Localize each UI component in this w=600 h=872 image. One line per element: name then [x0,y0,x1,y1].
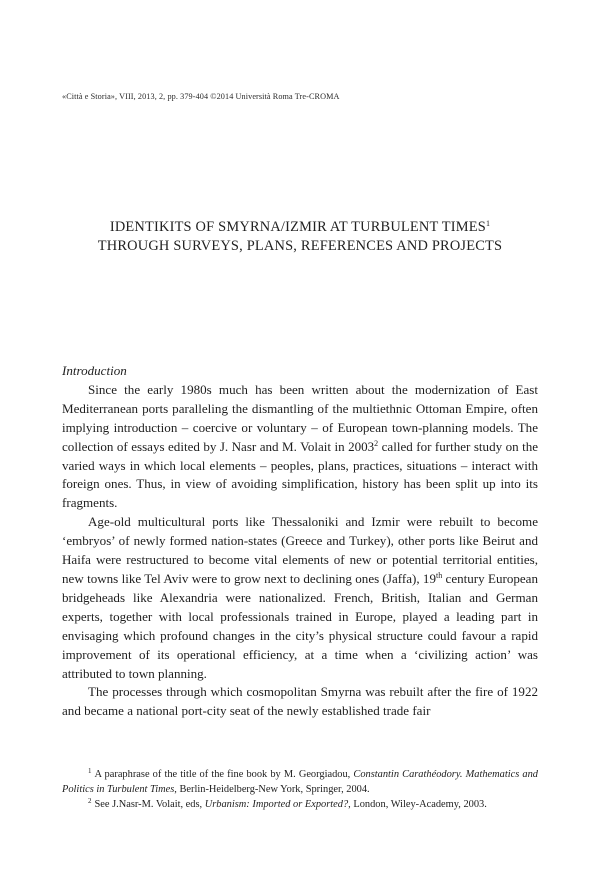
footnote-2-text-b: , London, Wiley-Academy, 2003. [348,799,487,811]
footnote-2-mark: 2 [88,797,92,806]
ordinal-superscript: th [435,570,443,580]
paragraph-3: The processes through which cosmopolitan Smyrna was rebuilt after the fire of 1922 and became a national port-city seat of the newly established trade fair [62,684,538,719]
paragraph-1-text-b: called for further study on the varied ways in which local elements – peoples, plans, practices, situations – interact with foreign ones. Thus, in view of avoiding simplification, history has been split up into its fragments. [62,438,539,511]
footnote-2 [62,797,538,812]
footnotes [62,767,538,813]
footnote-1-mark: 1 [88,767,92,775]
article-body [62,362,538,721]
title-footnote-ref[interactable]: 1 [485,219,491,228]
footnote-ref-2[interactable]: 2 [374,438,379,448]
footnote-2-book-title: Urbanism: Imported or Exported? [204,799,349,811]
title-line-1-text: IDENTIKITS OF SMYRNA/IZMIR AT TURBULENT TIMES [109,219,486,235]
paragraph-1 [62,381,538,513]
paragraph-1-text-a: Since the early 1980s much has been written about the modernization of East Mediterranean ports paralleling the dismantling of the multiethnic Ottoman Empire, often implying introduction – coercive or voluntary – of European town-planning models. The collection of essays edited by J. Nasr and M. Volait in 2003 [62,381,538,454]
footnote-1-book-title: Constantin Carathéodory. Mathematics and Politics in Turbulent Times [62,769,538,796]
section-heading-introduction: Introduction [62,363,127,378]
footnote-1-text-a: A paraphrase of the title of the fine book by M. Georgiadou, [94,769,354,780]
article-title [62,218,538,256]
footnote-1 [62,767,538,797]
paragraph-2 [62,513,538,683]
paragraph-2-text-a: Age-old multicultural ports like Thessaloniki and Izmir were rebuilt to become ‘embryos’ of newly formed nation-states (Greece and Turkey), other ports like Beirut and Haifa were restructured to become vital elements of new or potential territorial entities, new towns like Tel Aviv were to grow next to declining ones (Jaffa), 19 [62,514,538,586]
paragraph-2-text-b: century European bridgeheads like Alexandria were nationalized. French, British, Italian and German experts, together with local professionals trained in Europe, played a leading part in envisaging which profound changes in the city’s physical structure could favour a rapid improvement of its operational efficiency, at a time when a ‘civilizing action’ was attributed to town planning. [62,570,539,681]
footnote-1-text-b: , Berlin-Heidelberg-New York, Springer, 2004. [174,784,370,796]
footnote-2-text-a: See J.Nasr-M. Volait, eds, [94,799,205,811]
title-line-2: THROUGH SURVEYS, PLANS, REFERENCES AND PROJECTS [97,238,503,254]
running-header-citation: «Città e Storia», VIII, 2013, 2, pp. 379-404 ©2014 Università Roma Tre-CROMA [62,92,340,101]
title-line-1 [62,218,538,237]
